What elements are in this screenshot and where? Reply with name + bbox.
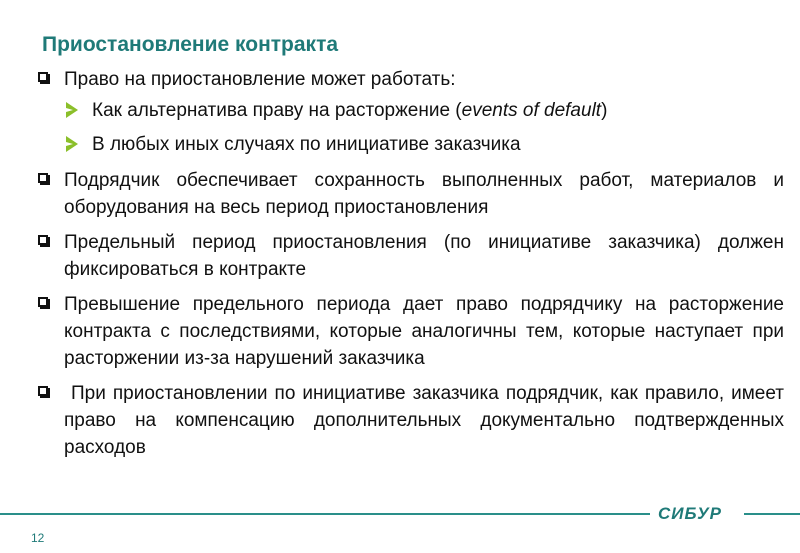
bullet-text: Предельный период приостановления (по инициативе заказчика) должен фиксироваться в контракте [64, 232, 784, 280]
page-number: 12 [31, 531, 45, 545]
arrow-bullet-icon [66, 136, 78, 152]
bullet-text-emphasis: events of default [461, 100, 602, 121]
bullet-item [34, 380, 790, 461]
footer-rule [0, 513, 650, 515]
bullet-text: Право на приостановление может работать: [64, 69, 456, 90]
bullet-text: Подрядчик обеспечивает сохранность выполненных работ, материалов и оборудования на весь период приостановления [64, 170, 784, 218]
arrow-bullet-icon [66, 102, 78, 118]
bullet-item [34, 291, 784, 372]
bullet-item [34, 229, 784, 283]
square-bullet-icon [38, 386, 48, 396]
bullet-item [34, 167, 784, 221]
square-bullet-icon [38, 72, 48, 82]
bullet-text: В любых иных случаях по инициативе заказчика [92, 134, 521, 155]
company-logo: СИБУР [652, 504, 728, 524]
bullet-text: При приостановлении по инициативе заказчика подрядчик, как правило, имеет право на компенсацию дополнительных документально подтвержденных расходов [64, 383, 790, 458]
bullet-list [34, 66, 790, 469]
bullet-text: Превышение предельного периода дает право подрядчику на расторжение контракта с последствиями, которые аналогичны тем, которые наступает при расторжении из-за нарушений заказчика [64, 294, 784, 369]
square-bullet-icon [38, 235, 48, 245]
sub-bullet-item [34, 97, 784, 124]
square-bullet-icon [38, 297, 48, 307]
bullet-text-post: ) [601, 100, 608, 121]
slide-title: Приостановление контракта [42, 33, 339, 56]
sub-bullet-item [34, 131, 784, 158]
bullet-text-pre: Как альтернатива праву на расторжение ( [92, 100, 462, 121]
footer-rule-right [744, 513, 800, 515]
bullet-item [34, 66, 784, 93]
square-bullet-icon [38, 173, 48, 183]
